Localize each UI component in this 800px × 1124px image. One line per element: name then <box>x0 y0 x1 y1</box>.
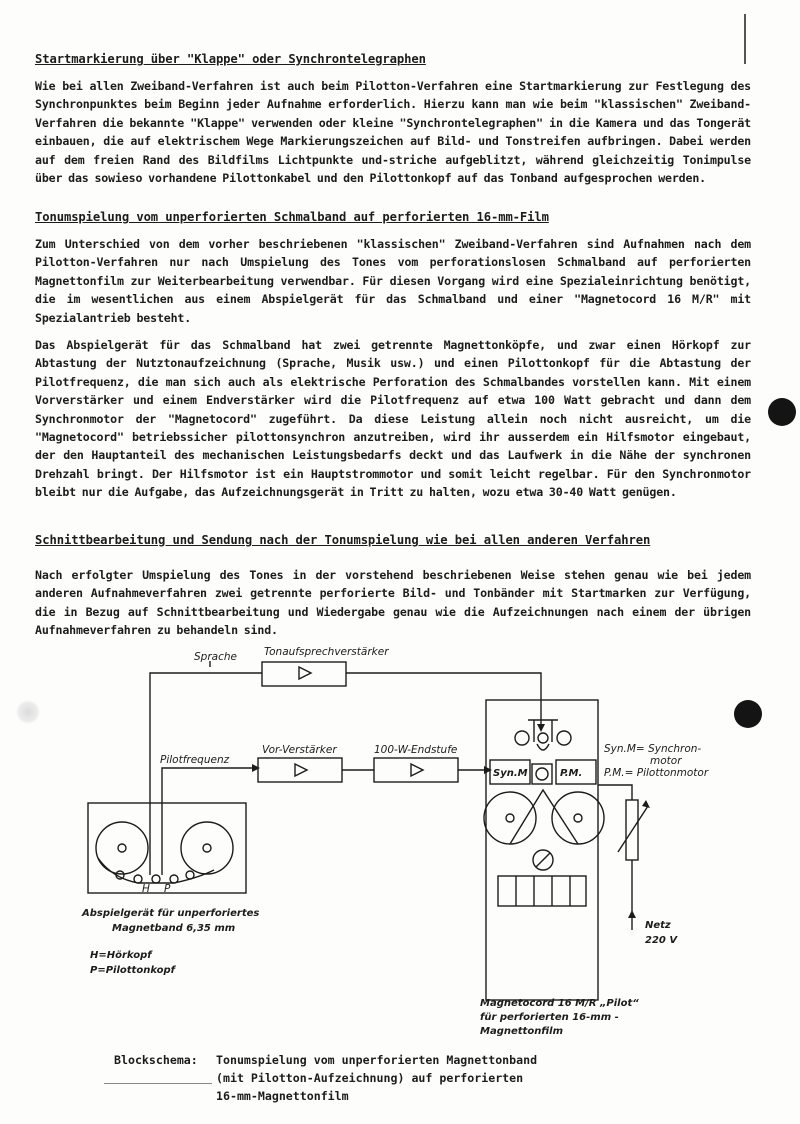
key-pilottonkopf: P=Pilottonkopf <box>90 965 175 976</box>
magnetocord-reel-right <box>552 792 604 844</box>
section2-paragraph-2: Das Abspielgerät für das Schmalband hat zwei getrennte Magnettonköpfe, und zwar einen Hörkopf zur Abtastung der Nutztonaufzeichnung (Sprache, Musik usw.) und einen Pilottonkopf für die Abtastung der Pilotfrequenz, die man sich auch als elektrische Perforation des Schmalbandes vorstellen kann. Mit einem Vorverstärker und einem Endverstärker wird die Pilotfrequenz auf etwa 100 Watt gebracht und dann dem Synchronmotor der "Magnetocord" zugeführt. Da diese Leistung allein noch nicht ausreicht, um die "Magnetocord" betriebssicher pilottonsynchron anzutreiben, wird ihr ausserdem ein Hilfsmotor eingebaut, der den Hauptanteil des mechanischen Leistungsbedarfs deckt und das Laufwerk in die Nähe der synchronen Drehzahl bringt. Der Hilfsmotor ist ein Hauptstrommotor und somit leicht regelbar. Für den Synchronmotor bleibt nur die Aufgabe, das Aufzeichnungsgerät in Tritt zu halten, wozu etwa 30-40 Watt genügen. <box>35 338 751 500</box>
section1-paragraph: Wie bei allen Zweiband-Verfahren ist auch beim Pilotton-Verfahren eine Startmarkierung zur Festlegung des Synchronpunktes beim Beginn jeder Aufnahme erforderlich. Hierzu kann man wie beim "klassischen" Zweiband-Verfahren die bekannte "Klappe" verwenden oder kleine "Synchrontelegraphen" in die Kamera und das Tongerät einbauen, die auf elektrischem Wege Markierungszeichen auf Bild- und Tonstreifen aufbringen. Dabei werden auf dem freien Rand des Bildfilms Lichtpunkte und-striche aufgeblitzt, während gleichzeitig Tonimpulse über das sowieso vorhandene Pilottonkabel und den Pilottonkopf auf das Tonband aufgesprochen werden. <box>35 79 751 186</box>
section1-heading: Startmarkierung über "Klappe" oder Synchrontelegraphen <box>35 52 426 66</box>
tonaufsprech-label: Tonaufsprechverstärker <box>264 646 389 658</box>
caption-line3: 16-mm-Magnettonfilm <box>216 1089 349 1103</box>
legend-syn-line2: motor <box>650 755 682 767</box>
caption-line1: Tonumspielung vom unperforierten Magnettonband <box>216 1053 538 1067</box>
player-reel-left <box>96 822 148 874</box>
head-h-label: H <box>142 883 150 895</box>
caption-line2: (mit Pilotton-Aufzeichnung) auf perforierten <box>216 1071 524 1085</box>
player-label-line1: Abspielgerät für unperforiertes <box>82 908 260 919</box>
punch-hole-upper <box>768 398 796 426</box>
tonaufsprech-amp <box>262 662 346 686</box>
player-device <box>88 803 246 893</box>
endstufe-label: 100-W-Endstufe <box>374 744 458 756</box>
block-diagram <box>0 640 800 1037</box>
magnetocord-label-line3: Magnettonfilm <box>480 1026 564 1037</box>
player-label-line2: Magnetband 6,35 mm <box>112 923 236 934</box>
magnetocord-label-line2: für perforierten 16-mm - <box>480 1012 619 1023</box>
vor-verstaerker-amp <box>258 758 342 782</box>
volt-label: 220 V <box>645 935 678 946</box>
caption-underline <box>104 1083 212 1084</box>
section2-heading: Tonumspielung vom unperforierten Schmalband auf perforierten 16-mm-Film <box>35 210 549 224</box>
pilotfrequenz-label: Pilotfrequenz <box>160 754 230 766</box>
head-p-label: P <box>164 883 171 895</box>
section3-paragraph: Nach erfolgter Umspielung des Tones in der vorstehend beschriebenen Weise stehen genau wie bei jedem anderen Aufnahmeverfahren zwei getrennte perforierte Bild- und Tonbänder mit Startmarken zur Verfügung, die in Bezug auf Schnittbearbeitung und Wiedergabe genau wie die Aufzeichnungen nach einem der übrigen Aufnahmeverfahren zu behandeln sind. <box>35 568 751 638</box>
section3-heading: Schnittbearbeitung und Sendung nach der Tonumspielung wie bei allen anderen Verfahren <box>35 533 651 547</box>
vor-verstaerker-label: Vor-Verstärker <box>262 744 337 756</box>
caption-label: Blockschema: <box>114 1053 198 1067</box>
section2-paragraph-1: Zum Unterschied von dem vorher beschriebenen "klassischen" Zweiband-Verfahren sind Aufnahmen nach dem Pilotton-Verfahren nur nach Umspielung des Tones vom perforationslosen Schmalband auf perforierten Magnettonfilm zur Weiterbearbeitung verwendbar. Für diesen Vorgang wird eine Spezialeinrichtung benötigt, die im wesentlichen aus einem Abspielgerät für das Schmalband und einer "Magnetocord 16 M/R" mit Spezialantrieb besteht. <box>35 237 751 325</box>
netz-label: Netz <box>645 920 671 931</box>
legend-syn-line1: Syn.M= Synchron- <box>604 743 702 755</box>
magnetocord-label-line1: Magnetocord 16 M/R „Pilot“ <box>480 998 639 1009</box>
magnetocord-reel-left <box>484 792 536 844</box>
control-panel <box>498 876 586 906</box>
sprache-label: Sprache <box>194 651 237 663</box>
pm-label: P.M. <box>560 768 583 779</box>
synm-label: Syn.M <box>493 768 528 779</box>
player-reel-right <box>181 822 233 874</box>
endstufe-amp <box>374 758 458 782</box>
key-hoerkopf: H=Hörkopf <box>90 950 152 961</box>
legend-pm: P.M.= Pilottonmotor <box>604 767 709 779</box>
page-edge-mark <box>744 14 746 64</box>
